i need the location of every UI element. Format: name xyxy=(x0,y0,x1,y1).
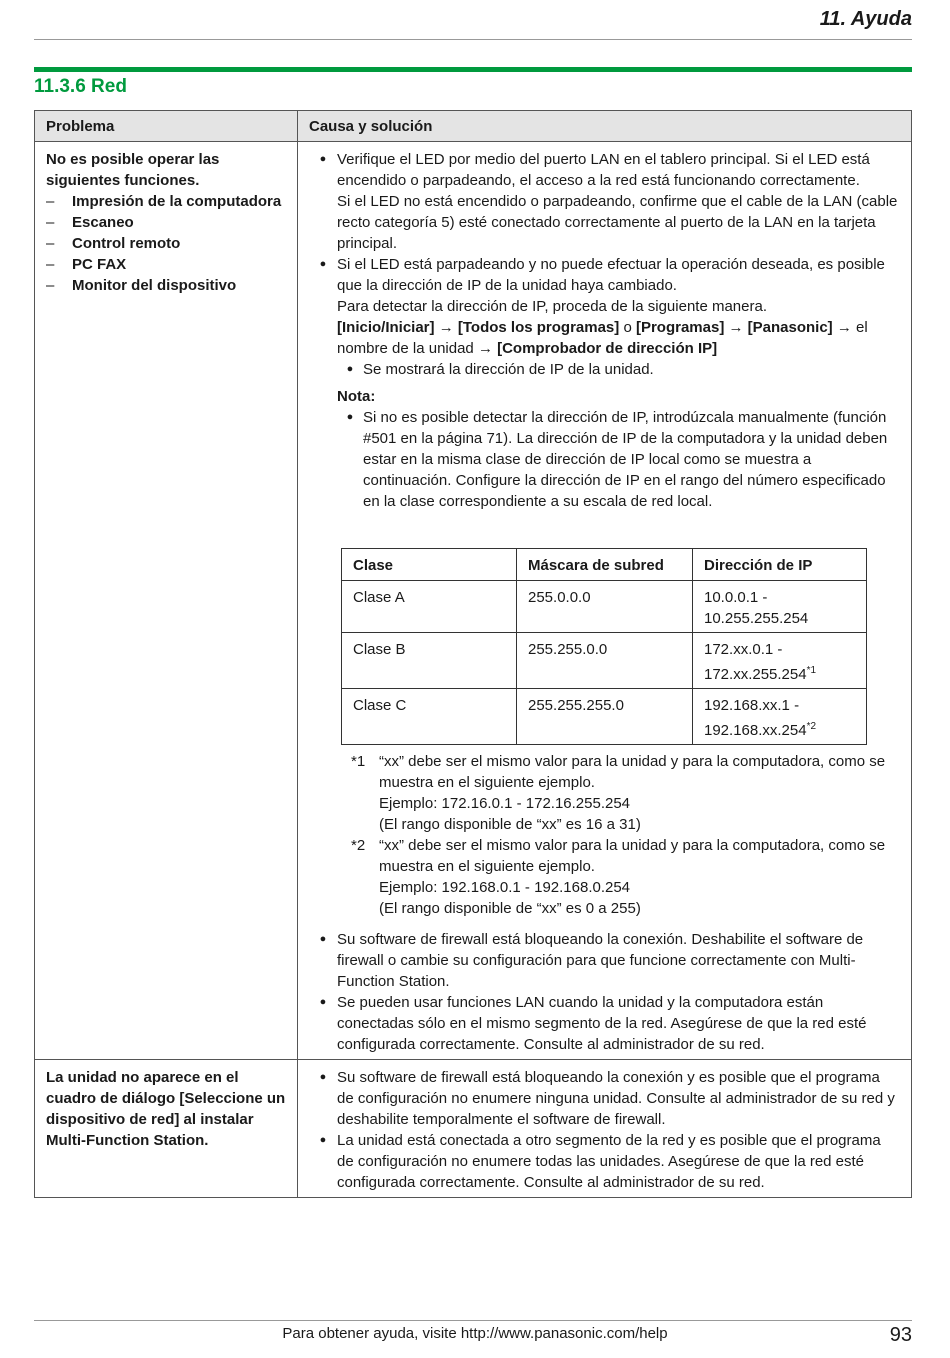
column-header: Clase xyxy=(342,549,517,581)
column-header: Máscara de subred xyxy=(517,549,693,581)
bullet-icon: ● xyxy=(346,411,354,423)
footnote: *1 “xx” debe ser el mismo valor para la unidad y para la computadora, como se muestra en el siguiente ejemplo. Ejemplo: 172.16.0.1 - 172.16.255.254 (El rango disponible de “xx” es 16 a 31) xyxy=(351,753,886,833)
bullet-icon: ● xyxy=(319,1071,327,1083)
troubleshooting-table xyxy=(34,110,912,1198)
footer-help-text: Para obtener ayuda, visite http://www.panasonic.com/help xyxy=(282,1325,668,1342)
list-item: – Monitor del dispositivo xyxy=(46,277,237,294)
bullet-item: ● La unidad está conectada a otro segmento de la red y es posible que el programa de configuración no enumere todas las unidades. Asegúrese de que la red esté configurada correctamente. Consulte al administrador de su red. xyxy=(309,1130,900,1193)
bullet-continuation: Para detectar la dirección de IP, proceda de la siguiente manera. xyxy=(337,298,767,315)
bullet-item: ● Se pueden usar funciones LAN cuando la unidad y la computadora están conectadas sólo en el mismo segmento de la red. Asegúrese de que la red esté configurada correctamente. Consulte al administrador de su red. xyxy=(309,992,900,1055)
bullet-item: ● Verifique el LED por medio del puerto LAN en el tablero principal. Si el LED está encendido o parpadeando, el acceso a la red está funcionando correctamente. xyxy=(309,149,900,191)
bullet-continuation: Si el LED no está encendido o parpadeando, confirme que el cable de la LAN (cable recto categoría 5) esté conectado correctamente al puerto de la LAN en la tarjeta principal. xyxy=(337,193,898,252)
ip-class-table xyxy=(341,548,867,745)
table-row: Clase B 255.255.0.0 172.xx.0.1 - 172.xx.255.254$^{*1}$ xyxy=(342,633,867,689)
table-header-row xyxy=(35,111,912,142)
bullet-icon: ● xyxy=(319,258,327,270)
solution-cell xyxy=(298,1060,912,1198)
bullet-item: ● Su software de firewall está bloqueando la conexión y es posible que el programa de configuración no enumere ninguna unidad. Consulte al administrador de su red y deshabilite temporalmente el software de firewall. xyxy=(309,1067,900,1130)
list-item: – Impresión de la computadora xyxy=(46,193,282,210)
table-row xyxy=(35,142,912,1060)
bullet-item: ● Su software de firewall está bloqueando la conexión. Deshabilite el software de firewall o cambie su configuración para que funcione correctamente con Multi-Function Station. xyxy=(309,929,900,992)
solution-cell xyxy=(298,142,912,1060)
column-header-cause: Causa y solución xyxy=(298,111,912,142)
note-label: Nota: xyxy=(337,388,376,405)
problem-title: La unidad no aparece en el cuadro de diálogo [Seleccione un dispositivo de red] al instalar Multi-Function Station. xyxy=(46,1069,286,1149)
bullet-icon: ● xyxy=(346,363,354,375)
page-number: 93 xyxy=(889,1324,912,1346)
sub-bullet-item: ● Se mostrará la dirección de IP de la unidad. xyxy=(337,359,900,380)
header-divider xyxy=(34,39,912,40)
list-item: – Control remoto xyxy=(46,235,181,252)
bullet-item: ● Si el LED está parpadeando y no puede efectuar la operación deseada, es posible que la dirección de IP de la unidad haya cambiado. xyxy=(309,254,900,296)
section-title: 11.3.6 Red xyxy=(34,76,127,97)
table-row: Clase A 255.0.0.0 10.0.0.1 - 10.255.255.254 xyxy=(342,581,867,633)
problem-cell xyxy=(35,1060,298,1198)
section-bar xyxy=(34,67,912,72)
list-item: – Escaneo xyxy=(46,214,134,231)
footnote: *2 “xx” debe ser el mismo valor para la unidad y para la computadora, como se muestra en el siguiente ejemplo. Ejemplo: 192.168.0.1 - 192.168.0.254 (El rango disponible de “xx” es 0 a 255) xyxy=(351,837,886,917)
menu-path: [Inicio/Iniciar] → [Todos los programas] o [Programas] → [Panasonic] → el nombre de la unidad → [Comprobador de dirección IP] xyxy=(337,319,868,357)
bullet-icon: ● xyxy=(319,1134,327,1146)
problem-cell xyxy=(35,142,298,1060)
table-row: Clase C 255.255.255.0 192.168.xx.1 - 192.168.xx.254$^{*2}$ xyxy=(342,689,867,745)
column-header: Dirección de IP xyxy=(693,549,867,581)
problem-title: No es posible operar las siguientes funciones. xyxy=(46,151,220,189)
column-header-problem: Problema xyxy=(35,111,298,142)
table-row xyxy=(35,1060,912,1198)
footer-divider xyxy=(34,1320,912,1321)
bullet-icon: ● xyxy=(319,996,327,1008)
chapter-title: 11. Ayuda xyxy=(819,8,912,30)
list-item: – PC FAX xyxy=(46,256,127,273)
note-bullet: ● Si no es posible detectar la dirección de IP, introdúzcala manualmente (función #501 en la página 71). La dirección de IP de la computadora y la unidad deben estar en la misma clase de dirección de IP local como se muestra a continuación. Configure la dirección de IP en el rango del número especificado en la clase correspondiente a su escala de red local. xyxy=(337,407,900,512)
bullet-icon: ● xyxy=(319,933,327,945)
bullet-icon: ● xyxy=(319,153,327,165)
ip-table-header-row xyxy=(342,549,867,581)
